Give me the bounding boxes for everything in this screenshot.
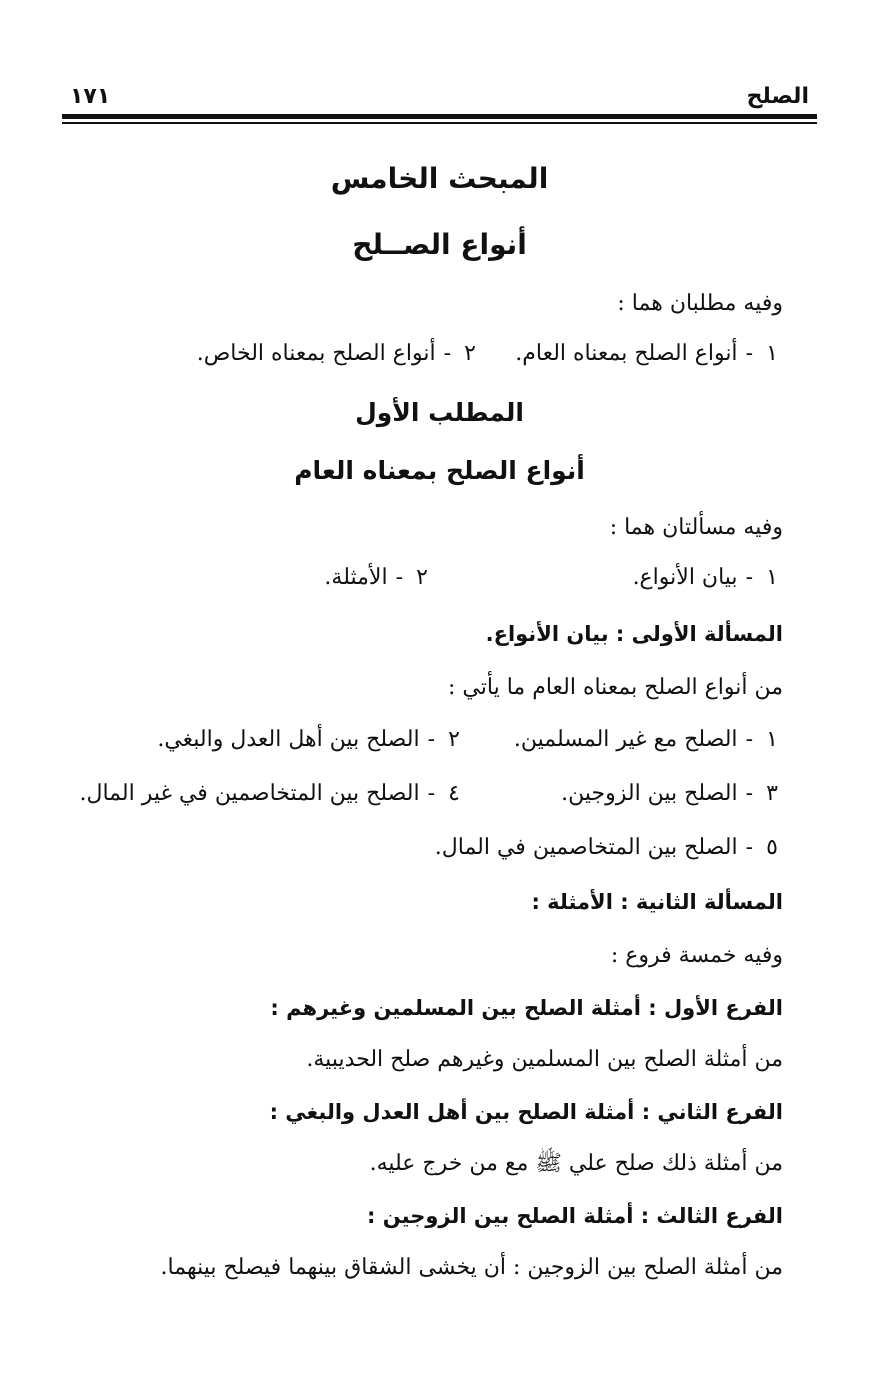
- list-item: ٢-الأمثلة.: [324, 562, 433, 594]
- item-number: ٢: [448, 727, 460, 752]
- list-item: ٤-الصلح بين المتخاصمين في غير المال.: [79, 778, 465, 810]
- issue2-heading: المسألة الثانية : الأمثلة :: [531, 890, 783, 914]
- branch3-text: من أمثلة الصلح بين الزوجين : أن يخشى الشقاق بينهما فيصلح بينهما.: [160, 1255, 783, 1280]
- item-text: بيان الأنواع.: [632, 565, 738, 590]
- branch2-heading: الفرع الثاني : أمثلة الصلح بين أهل العدل والبغي :: [269, 1100, 783, 1124]
- item-text: أنواع الصلح بمعناه العام.: [515, 341, 738, 366]
- issue1-intro: من أنواع الصلح بمعناه العام ما يأتي :: [448, 675, 783, 700]
- issue2-intro: وفيه خمسة فروع :: [610, 943, 783, 968]
- list-item: ١-أنواع الصلح بمعناه العام.: [515, 338, 783, 370]
- subsection-title: المطلب الأول: [355, 398, 524, 427]
- issue1-heading: المسألة الأولى : بيان الأنواع.: [485, 622, 783, 646]
- section-intro: وفيه مطلبان هما :: [617, 291, 783, 316]
- item-number: ٢: [416, 565, 428, 590]
- item-text: الصلح بين المتخاصمين في المال.: [434, 835, 738, 860]
- item-number: ١: [766, 727, 778, 752]
- branch3-heading: الفرع الثالث : أمثلة الصلح بين الزوجين :: [367, 1204, 783, 1228]
- branch1-text: من أمثلة الصلح بين المسلمين وغيرهم صلح الحديبية.: [306, 1047, 783, 1072]
- item-text: الصلح بين المتخاصمين في غير المال.: [79, 781, 420, 806]
- page-header: [62, 72, 817, 122]
- header-rule-thick: [62, 114, 817, 119]
- subsection-subtitle: أنواع الصلح بمعناه العام: [294, 456, 585, 485]
- subsection-intro: وفيه مسألتان هما :: [609, 515, 783, 540]
- list-item: ٢-أنواع الصلح بمعناه الخاص.: [197, 338, 481, 370]
- item-number: ٣: [766, 781, 778, 806]
- list-item: ٣-الصلح بين الزوجين.: [561, 778, 783, 810]
- item-text: الصلح بين الزوجين.: [561, 781, 738, 806]
- item-text: الصلح مع غير المسلمين.: [513, 727, 738, 752]
- list-item: ٢-الصلح بين أهل العدل والبغي.: [157, 724, 465, 756]
- item-text: الأمثلة.: [324, 565, 388, 590]
- branch1-heading: الفرع الأول : أمثلة الصلح بين المسلمين وغيرهم :: [270, 996, 783, 1020]
- item-number: ١: [766, 565, 778, 590]
- item-number: ٢: [464, 341, 476, 366]
- item-text: أنواع الصلح بمعناه الخاص.: [196, 341, 436, 366]
- page-number: ١٧١: [70, 84, 111, 109]
- running-title: الصلح: [746, 84, 809, 109]
- item-text: الصلح بين أهل العدل والبغي.: [157, 727, 420, 752]
- item-number: ٥: [766, 835, 778, 860]
- item-number: ٤: [448, 781, 460, 806]
- header-rule-thin: [62, 122, 817, 124]
- section-subtitle: أنواع الصــلح: [352, 228, 527, 261]
- section-title: المبحث الخامس: [330, 162, 549, 195]
- list-item: ١-بيان الأنواع.: [633, 562, 783, 594]
- list-item: ٥-الصلح بين المتخاصمين في المال.: [435, 832, 783, 864]
- list-item: ١-الصلح مع غير المسلمين.: [514, 724, 783, 756]
- branch2-text: من أمثلة ذلك صلح علي ﷺ مع من خرج عليه.: [369, 1151, 783, 1176]
- item-number: ١: [766, 341, 778, 366]
